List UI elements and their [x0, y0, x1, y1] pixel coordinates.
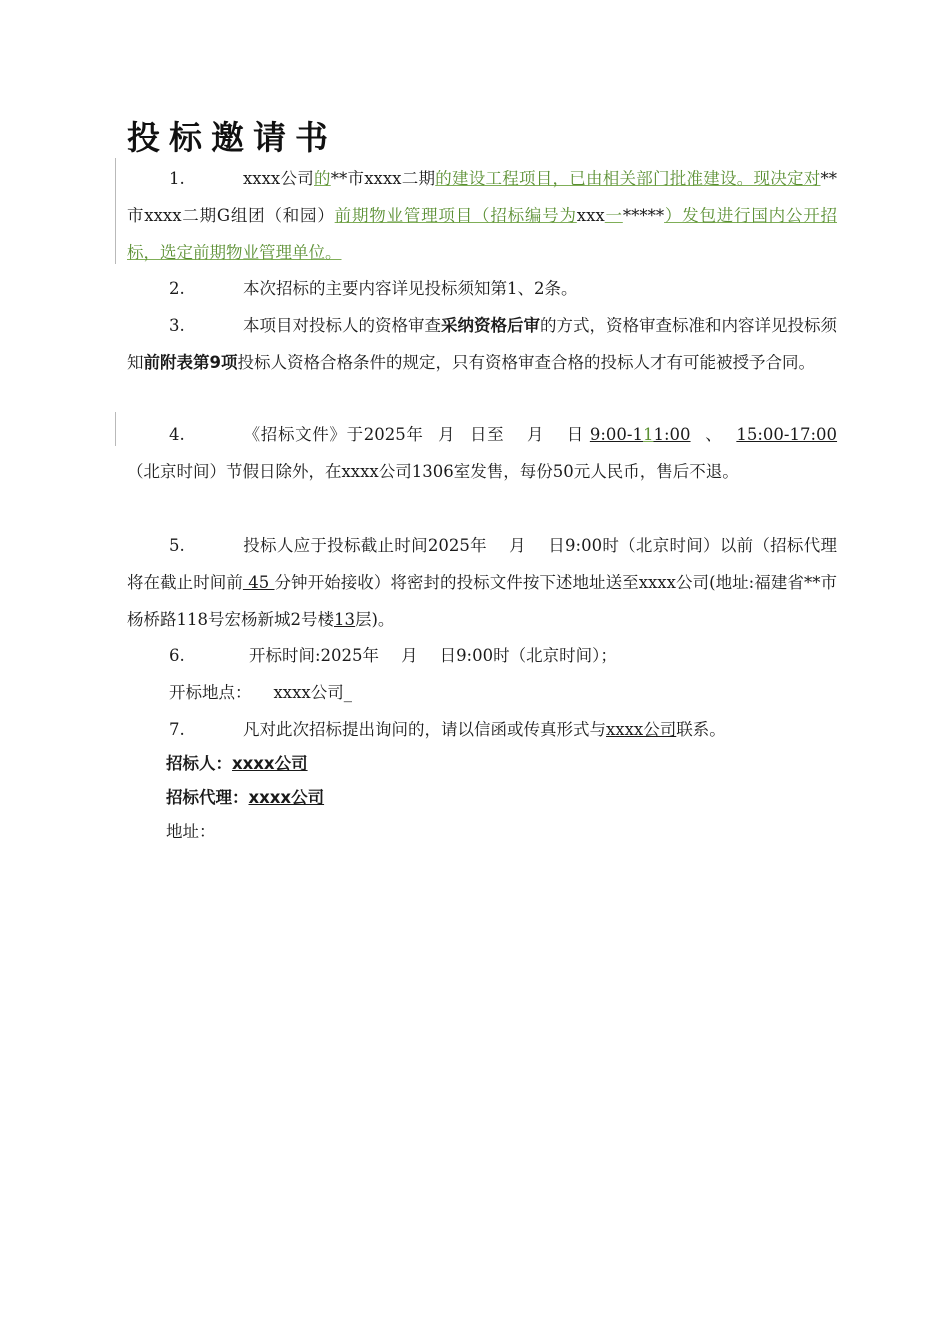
text-run: **市xxxx二期G组团（和园） — [127, 169, 838, 225]
tenderer-line — [166, 745, 308, 782]
paragraph-number: 6. — [169, 646, 185, 665]
text-run: 日 — [566, 425, 584, 444]
text-run: 的方式，资格审查标准和内容详见投标须知 — [127, 316, 837, 372]
text-run-changed: 1 — [642, 425, 654, 444]
text-run: 《招标文件》于2025年 — [243, 425, 424, 444]
agent-line — [166, 779, 324, 816]
text-run: 月 — [526, 425, 545, 444]
text-run: 日至 — [469, 425, 505, 444]
field-label: 开标地点： — [169, 683, 252, 702]
field-value: xxxx公司 — [248, 788, 325, 807]
revision-bar — [115, 412, 116, 446]
paragraph-number: 2. — [169, 279, 185, 298]
text-run-changed: ）发包进行国内公开招标，选定前期物业管理单位。 — [127, 206, 838, 262]
address-line — [166, 813, 216, 850]
advance-minutes: 45 — [242, 573, 275, 592]
text-run: 日9:00时（北京时间）以前（招标代理将在截止时间前 — [127, 536, 837, 592]
paragraph-6 — [169, 637, 617, 674]
field-value: xxxx公司_ — [273, 683, 352, 702]
paragraph-number: 4. — [169, 425, 185, 444]
paragraph-4 — [127, 416, 837, 490]
text-run: 本项目对投标人的资格审查 — [243, 316, 441, 335]
paragraph-1 — [127, 160, 837, 271]
text-run-changed: 的建设工程项目，已由相关部门批准建设。 — [435, 169, 754, 188]
sale-time-1: 9:00-1 — [589, 425, 643, 444]
revision-bar — [115, 158, 116, 264]
paragraph-5 — [127, 527, 837, 638]
text-run-changed: 的 — [313, 169, 331, 188]
text-run: 分钟开始接收）将密封的投标文件按下述地址送至xxxx公司(地址:福建省**市杨桥路118号宏杨新城2号楼 — [127, 573, 838, 629]
field-label: 招标代理： — [166, 788, 249, 807]
paragraph-number: 7. — [169, 720, 185, 739]
text-run: 、 — [704, 425, 723, 444]
text-run: 本次招标的主要内容详见投标须知第1、2条。 — [243, 279, 578, 298]
paragraph-number: 5. — [169, 536, 185, 555]
field-value: xxxx公司 — [232, 754, 308, 773]
text-run-changed: 一 — [604, 206, 623, 225]
paragraph-3 — [127, 307, 837, 381]
text-run: **市xxxx二期 — [330, 169, 436, 188]
text-run: 联系。 — [676, 720, 726, 739]
text-run: xxxx公司 — [243, 169, 314, 188]
text-run-changed: 现决定对 — [753, 169, 821, 188]
text-run: 月 — [437, 425, 456, 444]
paragraph-2 — [169, 270, 578, 307]
text-run: 月 — [401, 646, 418, 665]
text-run: 投标人应于投标截止时间2025年 — [243, 536, 487, 555]
contact-company: xxxx公司 — [606, 720, 677, 739]
text-run: xxx — [576, 206, 605, 225]
paragraph-number: 1. — [169, 169, 185, 188]
text-run: 开标时间:2025年 — [249, 646, 380, 665]
text-run: ***** — [622, 206, 665, 225]
floor-number: 13 — [334, 610, 355, 629]
text-run: 日9:00时（北京时间）； — [439, 646, 617, 665]
text-run: 凡对此次招标提出询问的，请以信函或传真形式与 — [243, 720, 606, 739]
text-run-bold: 采纳资格后审 — [441, 316, 540, 335]
text-run-bold: 前附表第9项 — [143, 353, 238, 372]
paragraph-number: 3. — [169, 316, 185, 335]
page-title: 投标邀请书 — [127, 118, 337, 157]
sale-time-1: 1:00 — [653, 425, 691, 444]
text-run: （北京时间）节假日除外，在xxxx公司1306室发售，每份50元人民币，售后不退。 — [127, 462, 739, 481]
sale-time-2: 15:00-17:00 — [736, 425, 838, 444]
field-label: 招标人： — [166, 754, 232, 773]
text-run: 月 — [508, 536, 526, 555]
text-run: 层)。 — [355, 610, 395, 629]
text-run: 投标人资格合格条件的规定，只有资格审查合格的投标人才有可能被授予合同。 — [237, 353, 815, 372]
opening-place — [169, 674, 352, 711]
text-run-changed: 前期物业管理项目（招标编号为 — [334, 206, 577, 225]
field-label: 地址： — [166, 822, 216, 841]
paragraph-7 — [169, 711, 726, 748]
